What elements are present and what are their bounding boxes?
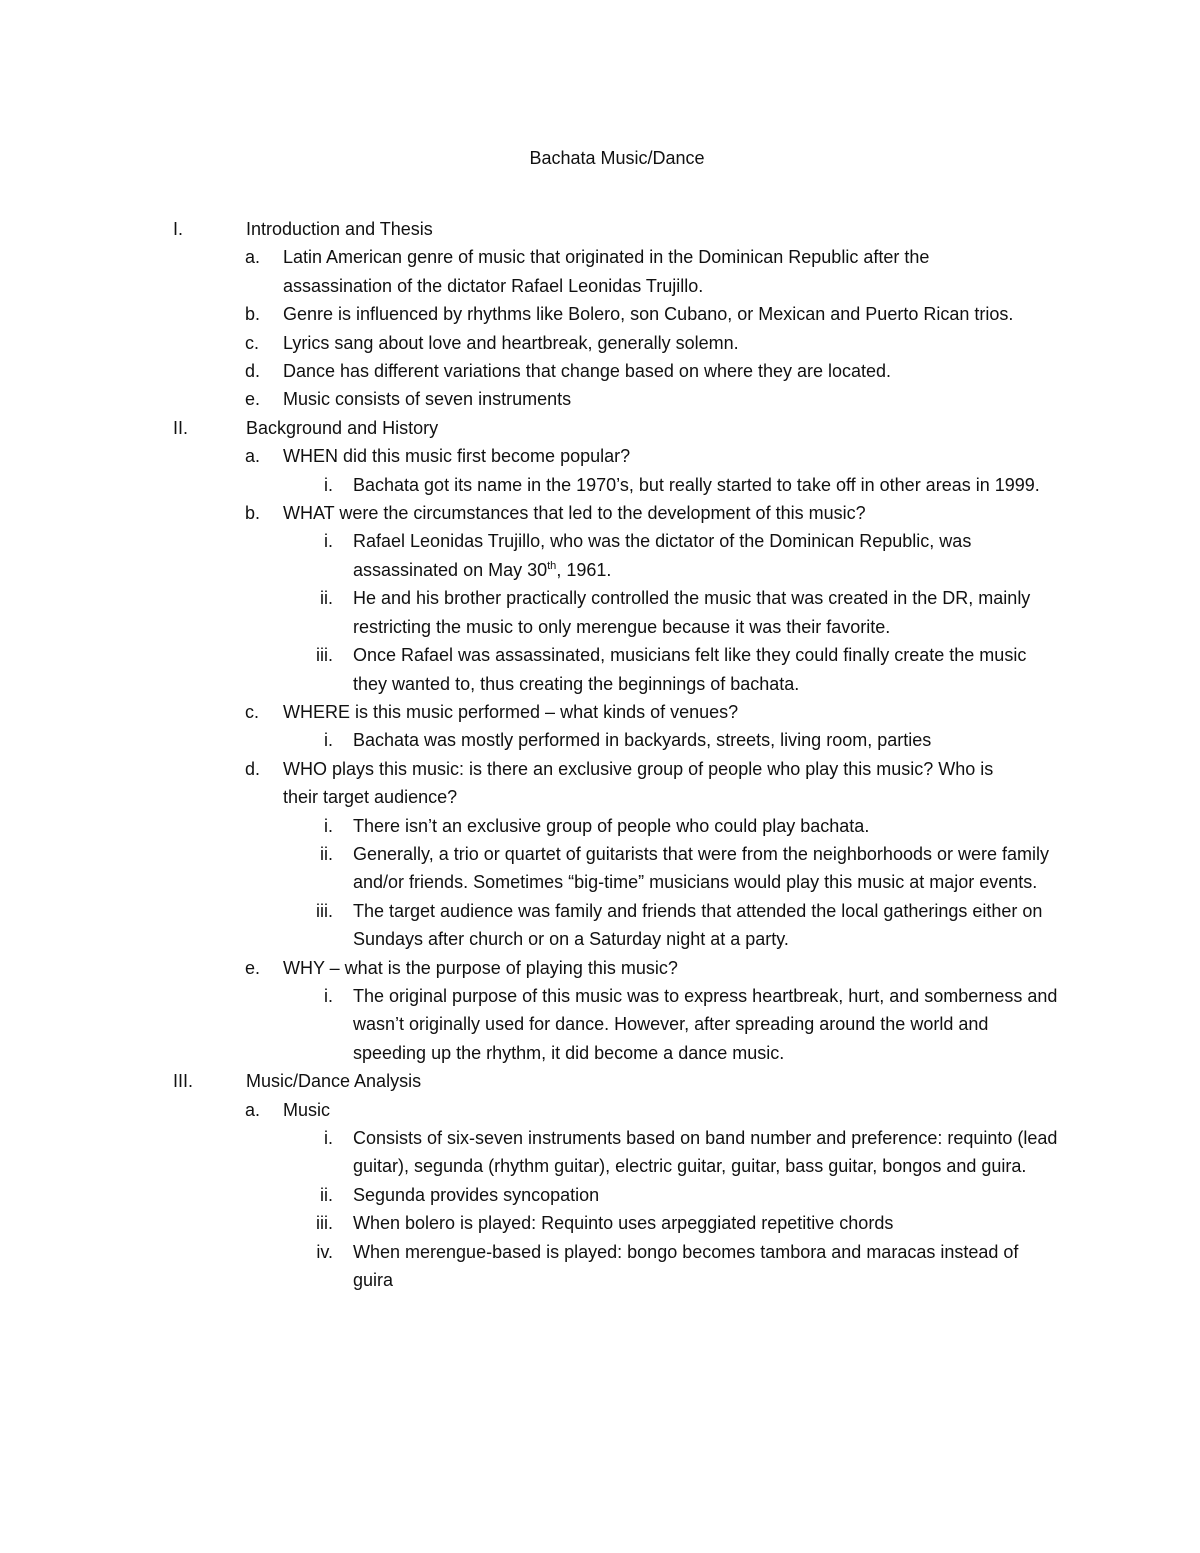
subitem-marker: i. xyxy=(324,531,333,552)
subitem-marker: i. xyxy=(324,474,333,495)
item-text: WHO plays this music: is there an exclusive group of people who play this music? Who is their target audience? xyxy=(283,758,994,808)
section-title: Background and History xyxy=(246,417,439,438)
outline-subitem xyxy=(0,812,1200,840)
outline-subitem xyxy=(0,471,1200,499)
outline-subitem xyxy=(0,840,1200,897)
item-text: Music xyxy=(283,1099,331,1120)
item-text: WHY – what is the purpose of playing this music? xyxy=(283,957,678,978)
outline-item xyxy=(0,1096,1200,1124)
outline xyxy=(0,215,1200,1294)
item-marker: a. xyxy=(245,446,261,467)
subitem-text: He and his brother practically controlled the music that was created in the DR, mainly restricting the music to only merengue because it was their favorite. xyxy=(353,588,1031,637)
outline-item xyxy=(0,300,1200,328)
subitem-marker: ii. xyxy=(320,1184,333,1205)
ordinal-suffix: th xyxy=(547,559,557,572)
item-marker: b. xyxy=(245,304,261,325)
outline-item xyxy=(0,698,1200,726)
item-marker: b. xyxy=(245,503,261,524)
outline-item xyxy=(0,954,1200,982)
subitem-marker: i. xyxy=(324,1128,333,1148)
outline-item xyxy=(0,442,1200,470)
outline-subitem xyxy=(0,584,1200,641)
item-text: Latin American genre of music that originated in the Dominican Republic after the assassination of the dictator Rafael Leonidas Trujillo. xyxy=(283,247,930,296)
outline-item xyxy=(0,243,1200,300)
subitem-marker: iv. xyxy=(316,1241,333,1262)
section-heading xyxy=(0,414,1200,442)
item-marker: c. xyxy=(245,332,260,353)
outline-item xyxy=(0,329,1200,357)
subitem-marker: i. xyxy=(324,815,333,836)
item-marker: d. xyxy=(245,361,261,382)
subitem-text: Bachata was mostly performed in backyards, streets, living room, parties xyxy=(353,730,932,751)
item-marker: e. xyxy=(245,957,261,978)
item-marker: d. xyxy=(245,758,261,779)
item-marker: a. xyxy=(245,1099,261,1120)
subitem-text-start: Rafael Leonidas Trujillo, who was the dictator of the Dominican Republic, was assassinated on May 30 xyxy=(353,531,972,580)
subitem-text: Bachata got its name in the 1970’s, but really started to take off in other areas in 1999. xyxy=(353,474,1040,495)
subitem-text: When bolero is played: Requinto uses arpeggiated repetitive chords xyxy=(353,1213,894,1234)
item-text: Genre is influenced by rhythms like Bolero, son Cubano, or Mexican and Puerto Rican trios. xyxy=(283,304,1014,325)
section-title: Music/Dance Analysis xyxy=(246,1071,422,1092)
outline-subitem xyxy=(0,641,1200,698)
item-marker: a. xyxy=(245,247,261,268)
subitem-text: The original purpose of this music was to express heartbreak, hurt, and somberness and wasn’t originally used for dance. However, after spreading around the world and speeding up the rhythm, it did become a dance music. xyxy=(353,985,1058,1063)
outline-item xyxy=(0,755,1200,812)
subitem-text: Consists of six-seven instruments based on band number and preference: requinto (lead guitar), segunda (rhythm guitar), electric guitar, guitar, bass guitar, bongos and guira. xyxy=(353,1128,1058,1177)
section-number: III. xyxy=(173,1071,194,1092)
outline-subitem xyxy=(0,897,1200,954)
subitem-marker: i. xyxy=(324,730,333,751)
outline-subitem xyxy=(0,1181,1200,1209)
section-number: II. xyxy=(173,417,189,438)
outline-subitem xyxy=(0,527,1200,584)
subitem-marker: iii. xyxy=(316,900,333,921)
subitem-text: There isn’t an exclusive group of people who could play bachata. xyxy=(353,815,870,836)
item-text: Music consists of seven instruments xyxy=(283,389,572,410)
item-text: WHEN did this music first become popular? xyxy=(283,446,631,467)
subitem-text: Once Rafael was assassinated, musicians felt like they could finally create the music they wanted to, thus creating the beginnings of bachata. xyxy=(353,645,1027,694)
subitem-marker: iii. xyxy=(316,1213,333,1234)
outline-subitem xyxy=(0,982,1200,1067)
item-text: WHAT were the circumstances that led to the development of this music? xyxy=(283,503,866,524)
item-text: Dance has different variations that change based on where they are located. xyxy=(283,361,892,382)
subitem-marker: iii. xyxy=(316,645,333,666)
section-heading xyxy=(0,215,1200,243)
subitem-marker: ii. xyxy=(320,588,333,609)
section-number: I. xyxy=(173,219,184,239)
subitem-text: When merengue-based is played: bongo becomes tambora and maracas instead of guira xyxy=(353,1241,1019,1291)
subitem-marker: ii. xyxy=(320,843,333,864)
subitem-text-end: , 1961. xyxy=(556,559,612,580)
outline-subitem xyxy=(0,1209,1200,1237)
item-text: WHERE is this music performed – what kinds of venues? xyxy=(283,701,739,722)
subitem-marker: i. xyxy=(324,985,333,1006)
item-text: Lyrics sang about love and heartbreak, generally solemn. xyxy=(283,332,739,353)
document-title: Bachata Music/Dance xyxy=(529,148,705,168)
item-marker: e. xyxy=(245,389,261,410)
outline-item xyxy=(0,385,1200,413)
subitem-text: The target audience was family and friends that attended the local gatherings either on Sundays after church or on a Saturday night at a party. xyxy=(353,900,1043,950)
subitem-text: Generally, a trio or quartet of guitarists that were from the neighborhoods or were family and/or friends. Sometimes “big-time” musicians would play this music at major events. xyxy=(353,843,1049,893)
subitem-text xyxy=(353,527,1058,584)
outline-subitem xyxy=(0,1124,1200,1181)
outline-subitem xyxy=(0,1238,1200,1295)
subitem-text: Segunda provides syncopation xyxy=(353,1184,600,1205)
outline-item xyxy=(0,499,1200,527)
outline-item xyxy=(0,357,1200,385)
section-title: Introduction and Thesis xyxy=(246,219,433,239)
outline-subitem xyxy=(0,726,1200,754)
section-heading xyxy=(0,1067,1200,1095)
item-marker: c. xyxy=(245,701,260,722)
